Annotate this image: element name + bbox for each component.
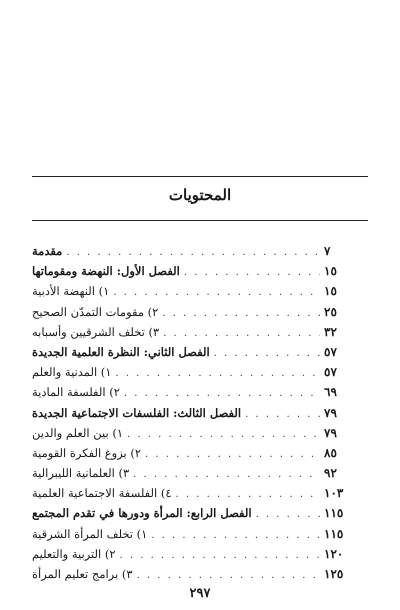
dot-leader bbox=[113, 283, 320, 303]
toc-entry-title: الفصل الأول: النهضة ومقوماتها bbox=[32, 264, 180, 279]
toc-entry-title: ١) المدنية والعلم bbox=[32, 365, 112, 380]
toc-entry bbox=[32, 382, 368, 402]
dot-leader bbox=[120, 546, 320, 566]
toc-entry-page: ٧ bbox=[324, 244, 331, 258]
dot-leader bbox=[214, 344, 320, 364]
toc-entry-page: ٥٧ bbox=[324, 344, 337, 359]
toc-entry bbox=[32, 403, 368, 423]
toc-entry-page: ١٢٠ bbox=[324, 546, 344, 561]
dot-leader bbox=[176, 485, 320, 505]
dot-leader bbox=[66, 243, 320, 263]
dot-leader bbox=[115, 364, 320, 384]
dot-leader bbox=[151, 526, 320, 546]
toc-entry bbox=[32, 241, 368, 261]
toc-entry-page: ٦٩ bbox=[324, 385, 337, 400]
toc-entry bbox=[32, 322, 368, 342]
toc-entry-title: ١) النهضة الأدبية bbox=[32, 284, 110, 299]
toc-entry bbox=[32, 302, 368, 322]
toc-entry-page: ٧٩ bbox=[324, 405, 337, 420]
toc-entry-title: ٣) تخلف الشرقيين وأسبابه bbox=[32, 324, 160, 339]
toc-entry bbox=[32, 463, 368, 483]
dot-leader bbox=[133, 465, 320, 485]
top-rule bbox=[32, 176, 368, 177]
toc-entry-title: ١) تخلف المرأة الشرقية bbox=[32, 526, 148, 541]
toc-entry-page: ٩٢ bbox=[324, 466, 337, 481]
dot-leader bbox=[245, 405, 320, 425]
toc-entry-title: مقدمة bbox=[32, 244, 63, 258]
contents-heading: المحتويات bbox=[168, 186, 232, 204]
toc-entry bbox=[32, 503, 368, 523]
bottom-rule bbox=[32, 220, 368, 221]
toc-entry-page: ٨٥ bbox=[324, 445, 337, 460]
dot-leader bbox=[137, 566, 320, 586]
toc-entry-title: ٢) الفلسفة المادية bbox=[32, 385, 120, 400]
toc-entry-page: ١٥ bbox=[324, 284, 337, 299]
dot-leader bbox=[124, 384, 320, 404]
toc-entry-title: الفصل الرابع: المرأة ودورها في تقدم المجتمع bbox=[32, 506, 252, 521]
dot-leader bbox=[127, 425, 320, 445]
dot-leader bbox=[256, 505, 320, 525]
toc-entry-page: ٥٧ bbox=[324, 365, 337, 380]
toc-entry-title: الفصل الثاني: النظرة العلمية الجديدة bbox=[32, 344, 210, 359]
toc-entry bbox=[32, 281, 368, 301]
dot-leader bbox=[184, 263, 320, 283]
toc-entry bbox=[32, 261, 368, 281]
toc-entry-page: ١١٥ bbox=[324, 506, 344, 521]
toc-entry-page: ٧٩ bbox=[324, 425, 337, 440]
toc-entry-title: ٢) بزوغ الفكرة القومية bbox=[32, 445, 142, 460]
toc-entry-page: ٢٥ bbox=[324, 304, 337, 319]
toc-entry bbox=[32, 443, 368, 463]
toc-entry bbox=[32, 483, 368, 503]
toc-entry bbox=[32, 362, 368, 382]
toc-entry-page: ١١٥ bbox=[324, 526, 344, 541]
dot-leader bbox=[163, 324, 320, 344]
toc-entry bbox=[32, 423, 368, 443]
page-number: ٢٩٧ bbox=[189, 586, 211, 601]
dot-leader bbox=[145, 445, 320, 465]
toc-entry bbox=[32, 524, 368, 544]
toc-entry bbox=[32, 564, 368, 584]
toc-entry-page: ١٥ bbox=[324, 264, 337, 279]
toc-entry-title: ٢) مقومات التمدّن الصحيح bbox=[32, 304, 159, 319]
toc-entry-title: ٣) برامج تعليم المرأة bbox=[32, 567, 133, 581]
toc-entry-page: ١٠٣ bbox=[324, 486, 344, 501]
toc-entry bbox=[32, 342, 368, 362]
toc-entry-title: الفصل الثالث: الفلسفات الاجتماعية الجديدة bbox=[32, 405, 242, 420]
toc-entry-title: ٢) التربية والتعليم bbox=[32, 546, 116, 561]
table-of-contents bbox=[32, 241, 368, 584]
toc-entry-page: ١٢٥ bbox=[324, 567, 344, 581]
toc-entry-title: ٣) العلمانية الليبرالية bbox=[32, 466, 130, 481]
toc-entry-title: ١) بين العلم والدين bbox=[32, 425, 124, 440]
toc-entry-page: ٣٢ bbox=[324, 324, 337, 339]
dot-leader bbox=[162, 304, 320, 324]
toc-entry bbox=[32, 544, 368, 564]
toc-entry-title: ٤) الفلسفة الاجتماعية العلمية bbox=[32, 486, 172, 501]
